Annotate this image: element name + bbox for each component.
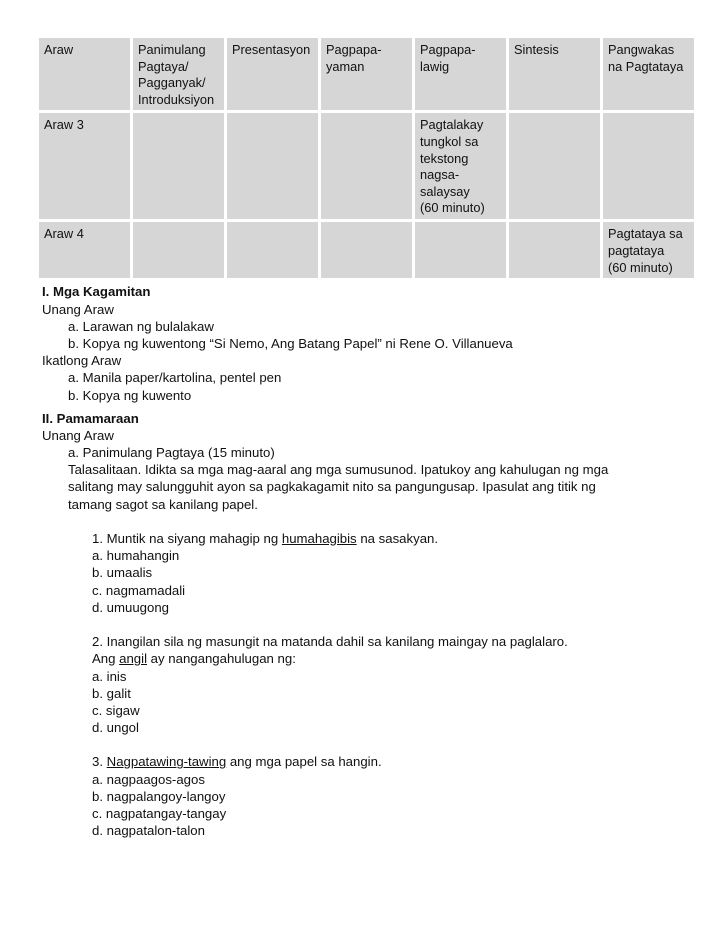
table-cell: [602, 112, 696, 221]
day-label: Ikatlong Araw: [42, 353, 122, 369]
list-item: b. Kopya ng kuwentong “Si Nemo, Ang Batang Papel” ni Rene O. Villanueva: [68, 335, 513, 351]
table-header-cell: Presentasyon: [226, 37, 320, 112]
question-1: 1. Muntik na siyang mahagip ng humahagibis na sasakyan.: [92, 531, 439, 546]
table-row: [38, 221, 696, 280]
document-body: [36, 283, 696, 839]
table-cell: Araw 3: [38, 112, 132, 221]
table-row: [38, 112, 696, 221]
list-item: a. Manila paper/kartolina, pentel pen: [68, 370, 282, 386]
table-header-row: [38, 37, 696, 112]
answer-choice: d. nagpatalon-talon: [92, 823, 205, 839]
instructions-line: tamang sagot sa kanilang papel.: [68, 496, 258, 512]
answer-choice: a. nagpaagos-agos: [92, 771, 205, 787]
table-cell: [226, 221, 320, 280]
table-header-cell: Araw: [38, 37, 132, 112]
table-cell: [508, 221, 602, 280]
table-cell: Pagtalakay tungkol sa tekstong nagsa- salaysay (60 minuto): [414, 112, 508, 221]
instructions-line: Talasalitaan. Idikta sa mga mag-aaral ang mga sumusunod. Ipatukoy ang kahulugan ng mga: [68, 462, 609, 478]
answer-choice: b. umaalis: [92, 565, 153, 581]
table-cell: Pagtataya sa pagtataya (60 minuto): [602, 221, 696, 280]
section-heading: I. Mga Kagamitan: [42, 284, 151, 300]
answer-choice: d. ungol: [92, 720, 139, 736]
table-cell: [320, 221, 414, 280]
table-cell: Araw 4: [38, 221, 132, 280]
answer-choice: a. humahangin: [92, 548, 180, 564]
answer-choice: b. galit: [92, 685, 131, 701]
question-3: 3. Nagpatawing-tawing ang mga papel sa hangin.: [92, 754, 382, 770]
question-2-prompt: Ang angil ay nangangahulugan ng:: [92, 651, 296, 667]
answer-choice: b. nagpalangoy-langoy: [92, 788, 226, 804]
list-item: a. Larawan ng bulalakaw: [68, 318, 214, 334]
answer-choice: d. umuugong: [92, 599, 169, 615]
question-2: 2. Inangilan sila ng masungit na matanda dahil sa kanilang maingay na paglalaro.: [92, 634, 568, 650]
underlined-word: humahagibis: [281, 531, 357, 546]
table-cell: [132, 221, 226, 280]
table-header-cell: Pagpapa- lawig: [414, 37, 508, 112]
answer-choice: c. nagmamadali: [92, 582, 186, 598]
table-cell: [226, 112, 320, 221]
section-heading: II. Pamamaraan: [42, 410, 139, 426]
table-cell: [508, 112, 602, 221]
table-header-cell: Sintesis: [508, 37, 602, 112]
table-header-cell: Pagpapa- yaman: [320, 37, 414, 112]
lesson-plan-table: [36, 35, 697, 281]
table-cell: [414, 221, 508, 280]
step-label: a. Panimulang Pagtaya (15 minuto): [68, 445, 275, 461]
day-label: Unang Araw: [42, 427, 114, 443]
list-item: b. Kopya ng kuwento: [68, 387, 192, 403]
underlined-word: angil: [119, 651, 148, 667]
document-page: [36, 35, 696, 839]
answer-choice: c. sigaw: [92, 702, 140, 718]
instructions-line: salitang may salungguhit ayon sa pagkakagamit nito sa pangungusap. Ipasulat ang titik ng: [68, 479, 596, 495]
table-cell: [320, 112, 414, 221]
table-cell: [132, 112, 226, 221]
underlined-word: Nagpatawing-tawing: [106, 754, 227, 770]
day-label: Unang Araw: [42, 301, 114, 317]
table-header-cell: Pangwakas na Pagtataya: [602, 37, 696, 112]
answer-choice: c. nagpatangay-tangay: [92, 806, 227, 821]
table-header-cell: Panimulang Pagtaya/ Pagganyak/ Introduksiyon: [132, 37, 226, 112]
answer-choice: a. inis: [92, 668, 127, 684]
